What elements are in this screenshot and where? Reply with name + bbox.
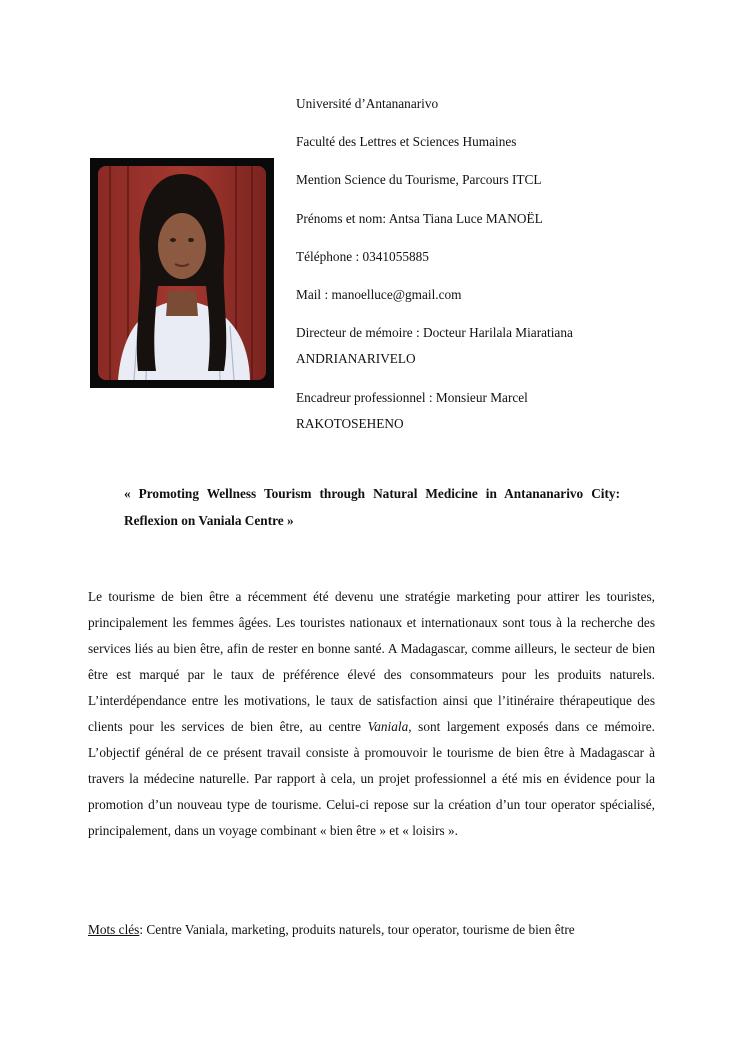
author-name-line: Prénoms et nom: Antsa Tiana Luce MANOËL (296, 211, 543, 226)
keywords-label: Mots clés (88, 922, 140, 937)
keywords-text: : Centre Vaniala, marketing, produits naturels, tour operator, tourisme de bien être (139, 922, 575, 937)
phone-line: Téléphone : 0341055885 (296, 249, 429, 264)
abstract-text-part1: Le tourisme de bien être a récemment été devenu une stratégie marketing pour attirer les touristes, principalement les femmes âgées. Les touristes nationaux et internationaux sont tous à la recherche des services liés au bien être, afin de rester en bonne santé. A Madagascar, comme ailleurs, le secteur de bien être est marqué par le taux de préférence élevé des consommateurs pour les produits naturels. L’interdépendance entre les motivations, le taux de satisfaction ainsi que l’itinéraire thérapeutique des clients pour les services de bien être, au centre (88, 589, 655, 734)
supervisor-line-1: Encadreur professionnel : Monsieur Marcel (296, 390, 528, 405)
author-photo (90, 158, 274, 388)
keywords-line (88, 917, 575, 943)
faculty-line: Faculté des Lettres et Sciences Humaines (296, 134, 517, 149)
abstract-paragraph (88, 584, 655, 844)
university-line: Université d’Antananarivo (296, 96, 439, 111)
supervisor-line-2: RAKOTOSEHENO (296, 416, 404, 431)
director-line-2: ANDRIANARIVELO (296, 351, 416, 366)
director-line-1: Directeur de mémoire : Docteur Harilala Miaratiana (296, 325, 573, 340)
mention-line: Mention Science du Tourisme, Parcours ITCL (296, 172, 542, 187)
email-line: Mail : manoelluce@gmail.com (296, 287, 462, 302)
abstract-text-part2: , sont largement exposés dans ce mémoire. L’objectif général de ce présent travail consiste à promouvoir le tourisme de bien être à Madagascar à travers la médecine naturelle. Par rapport à cela, un projet professionnel a été mis en évidence pour la promotion d’un nouveau type de tourisme. Celui-ci repose sur la création d’un tour operator spécialisé, principalement, dans un voyage combinant « bien être » et « loisirs ». (88, 719, 655, 838)
portrait-image (98, 166, 266, 380)
thesis-title: « Promoting Wellness Tourism through Natural Medicine in Antananarivo City: Reflexion on Vaniala Centre » (124, 486, 620, 528)
abstract-italic-centre-name: Vaniala (367, 719, 409, 734)
